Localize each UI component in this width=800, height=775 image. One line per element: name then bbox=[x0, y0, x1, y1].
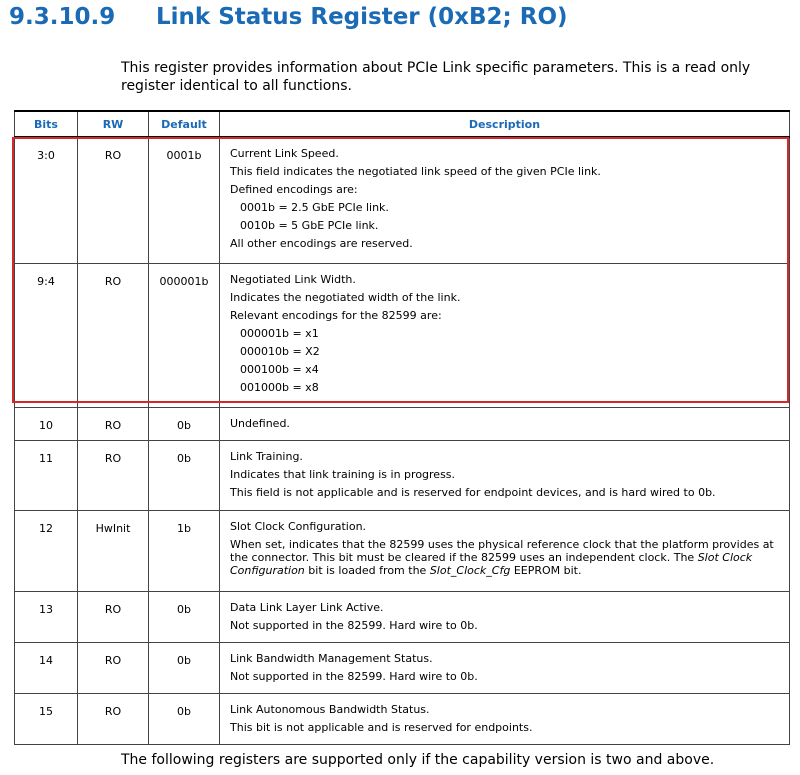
table-row bbox=[15, 407, 790, 440]
cell-rw: RO bbox=[78, 137, 149, 263]
table-row bbox=[15, 510, 790, 591]
table-row bbox=[15, 137, 790, 263]
eeprom-field-italic: Slot_Clock_Cfg bbox=[429, 563, 511, 577]
description-paragraph bbox=[230, 538, 781, 577]
description-text: The bbox=[673, 550, 698, 564]
description-line: Negotiated Link Width. bbox=[230, 272, 356, 286]
cell-description bbox=[220, 407, 790, 440]
cell-description bbox=[220, 642, 790, 693]
table-row bbox=[15, 263, 790, 407]
cell-rw: RO bbox=[78, 693, 149, 744]
cell-description bbox=[220, 591, 790, 642]
cell-default: 0b bbox=[149, 693, 220, 744]
description-line: All other encodings are reserved. bbox=[230, 237, 413, 250]
field-name-italic: Slot Clock Configuration bbox=[230, 550, 753, 577]
encoding-line: 000100b = x4 bbox=[240, 362, 319, 376]
description-line: Indicates that link training is in progress. bbox=[230, 467, 456, 481]
description-text: When set, indicates that the 82599 uses the physical reference clock that the platform provides at the connector. This bit must be cleared if the 82599 uses an independent clock. bbox=[230, 537, 774, 564]
header-description: Description bbox=[220, 111, 790, 137]
cell-bits: 13 bbox=[15, 591, 78, 642]
cell-rw: RO bbox=[78, 642, 149, 693]
table-row bbox=[15, 591, 790, 642]
description-line: Defined encodings are: bbox=[230, 183, 358, 196]
encoding-line: 0010b = 5 GbE PCIe link. bbox=[240, 219, 379, 232]
header-rw: RW bbox=[78, 111, 149, 137]
encoding-line: 001000b = x8 bbox=[240, 380, 319, 394]
cell-description bbox=[220, 440, 790, 510]
encoding-line: 0001b = 2.5 GbE PCIe link. bbox=[240, 201, 389, 214]
description-line: Slot Clock Configuration. bbox=[230, 519, 367, 533]
cell-rw: HwInit bbox=[78, 510, 149, 591]
description-line: Undefined. bbox=[230, 416, 290, 430]
description-line: Data Link Layer Link Active. bbox=[230, 600, 384, 614]
cell-default: 0001b bbox=[149, 137, 220, 263]
footer-note: The following registers are supported only if the capability version is two and above. bbox=[121, 752, 715, 768]
cell-description bbox=[220, 693, 790, 744]
register-table bbox=[14, 110, 790, 745]
description-line: This bit is not applicable and is reserved for endpoints. bbox=[230, 720, 533, 734]
cell-bits: 14 bbox=[15, 642, 78, 693]
header-bits: Bits bbox=[15, 111, 78, 137]
cell-bits: 11 bbox=[15, 440, 78, 510]
cell-rw: RO bbox=[78, 407, 149, 440]
encoding-line: 000001b = x1 bbox=[240, 326, 319, 340]
section-number: 9.3.10.9 bbox=[9, 4, 116, 30]
description-line: This field indicates the negotiated link speed of the given PCIe link. bbox=[230, 165, 601, 178]
cell-rw: RO bbox=[78, 440, 149, 510]
description-line: Link Training. bbox=[230, 449, 303, 463]
cell-default: 1b bbox=[149, 510, 220, 591]
cell-description bbox=[220, 263, 790, 407]
intro-paragraph: This register provides information about PCIe Link specific parameters. This is a read only register identical to all functions. bbox=[121, 60, 751, 94]
cell-rw: RO bbox=[78, 263, 149, 407]
description-line: This field is not applicable and is reserved for endpoint devices, and is hard wired to 0b. bbox=[230, 485, 716, 499]
cell-bits: 12 bbox=[15, 510, 78, 591]
cell-default: 0b bbox=[149, 642, 220, 693]
cell-bits: 10 bbox=[15, 407, 78, 440]
table-row bbox=[15, 642, 790, 693]
cell-rw: RO bbox=[78, 591, 149, 642]
cell-description bbox=[220, 510, 790, 591]
header-default: Default bbox=[149, 111, 220, 137]
cell-description bbox=[220, 137, 790, 263]
description-text: EEPROM bit. bbox=[510, 563, 582, 577]
cell-default: 0b bbox=[149, 440, 220, 510]
description-line: Not supported in the 82599. Hard wire to 0b. bbox=[230, 669, 478, 683]
cell-default: 0b bbox=[149, 407, 220, 440]
description-line: Indicates the negotiated width of the link. bbox=[230, 290, 461, 304]
description-text: bit is loaded from the bbox=[304, 563, 430, 577]
section-title: Link Status Register (0xB2; RO) bbox=[156, 4, 568, 30]
encoding-line: 000010b = X2 bbox=[240, 344, 320, 358]
description-line: Link Bandwidth Management Status. bbox=[230, 651, 433, 665]
section-heading bbox=[9, 4, 568, 30]
cell-bits: 3:0 bbox=[15, 137, 78, 263]
cell-default: 0b bbox=[149, 591, 220, 642]
description-line: Current Link Speed. bbox=[230, 147, 339, 160]
description-line: Relevant encodings for the 82599 are: bbox=[230, 308, 442, 322]
description-line: Not supported in the 82599. Hard wire to 0b. bbox=[230, 618, 478, 632]
table-header-row bbox=[15, 111, 790, 137]
cell-bits: 9:4 bbox=[15, 263, 78, 407]
cell-default: 000001b bbox=[149, 263, 220, 407]
table-row bbox=[15, 693, 790, 744]
table-row bbox=[15, 440, 790, 510]
description-line: Link Autonomous Bandwidth Status. bbox=[230, 702, 430, 716]
cell-bits: 15 bbox=[15, 693, 78, 744]
